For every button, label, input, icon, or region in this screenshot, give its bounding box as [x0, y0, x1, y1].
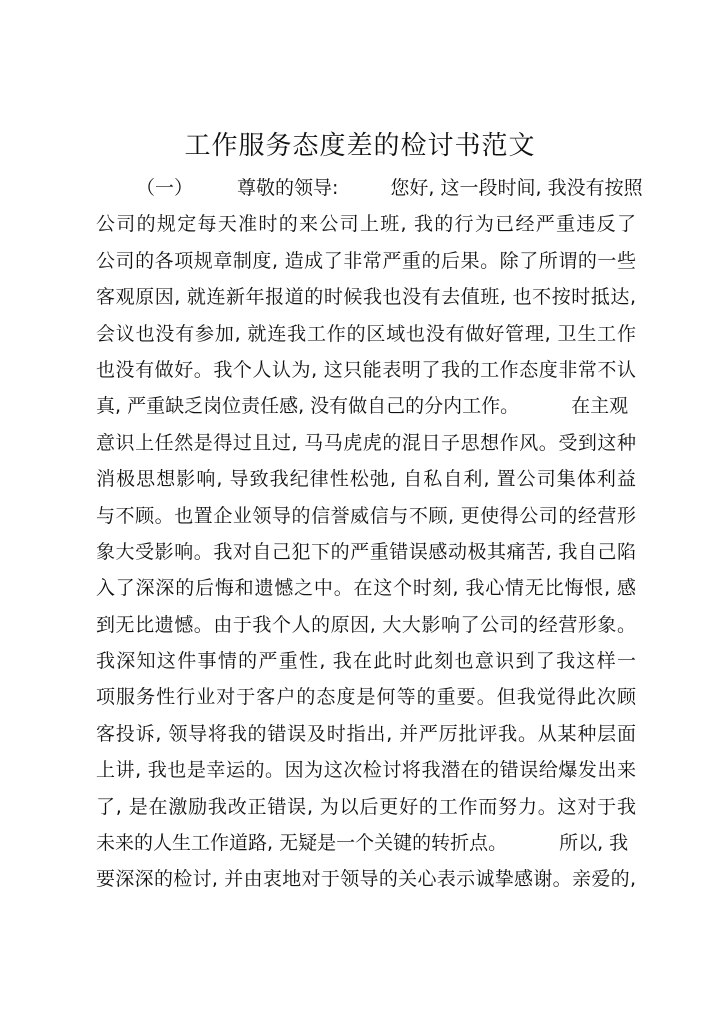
body-text: 所以, 我 [559, 832, 629, 855]
body-line: 上讲, 我也是幸运的。因为这次检讨将我潜在的错误给爆发出来 [96, 759, 636, 782]
body-line: 与不顾。也置企业领导的信誉威信与不顾, 更使得公司的经营形 [96, 504, 636, 527]
body-line: 消极思想影响, 导致我纪律性松弛, 自私自利, 置公司集体利益 [96, 468, 636, 491]
body-line: 也没有做好。我个人认为, 这只能表明了我的工作态度非常不认 [96, 358, 636, 381]
document-body [96, 170, 643, 898]
body-line: 意识上任然是得过且过, 马马虎虎的混日子思想作风。受到这种 [96, 431, 636, 454]
body-text: 未来的人生工作道路, 无疑是一个关键的转折点。 [96, 832, 508, 855]
body-line [96, 170, 643, 206]
body-line: 到无比遗憾。由于我个人的原因, 大大影响了公司的经营形象。 [96, 613, 636, 636]
body-line: 会议也没有参加, 就连我工作的区域也没有做好管理, 卫生工作 [96, 322, 636, 345]
document-title: 工作服务态度差的检讨书范文 [184, 131, 536, 161]
body-line: 入了深深的后悔和遗憾之中。在这个时刻, 我心情无比悔恨, 感 [96, 577, 636, 600]
body-line [96, 825, 636, 861]
body-line: 我深知这件事情的严重性, 我在此时此刻也意识到了我这样一 [96, 650, 636, 673]
body-line: 了, 是在激励我改正错误, 为以后更好的工作而努力。这对于我 [96, 795, 636, 818]
body-line: 公司的规定每天准时的来公司上班, 我的行为已经严重违反了 [96, 213, 636, 236]
body-line: 象大受影响。我对自己犯下的严重错误感动极其痛苦, 我自己陷 [96, 540, 636, 563]
body-line: 客投诉, 领导将我的错误及时指出, 并严厉批评我。从某种层面 [96, 722, 636, 745]
body-line: 客观原因, 就连新年报道的时候我也没有去值班, 也不按时抵达, [96, 286, 636, 309]
body-line [96, 388, 636, 424]
body-text: 真, 严重缺乏岗位责任感, 没有做自己的分内工作。 [96, 395, 520, 418]
body-line: 公司的各项规章制度, 造成了非常严重的后果。除了所谓的一些 [96, 249, 636, 272]
body-line: 项服务性行业对于客户的态度是何等的重要。但我觉得此次顾 [96, 686, 636, 709]
body-text: 在主观 [571, 395, 629, 418]
body-line: 要深深的检讨, 并由衷地对于领导的关心表示诚挚感谢。亲爱的, [96, 868, 636, 891]
section-marker: （一） [136, 177, 194, 199]
body-text: 您好, 这一段时间, 我没有按照 [390, 177, 643, 199]
salutation: 尊敬的领导: [237, 177, 339, 199]
